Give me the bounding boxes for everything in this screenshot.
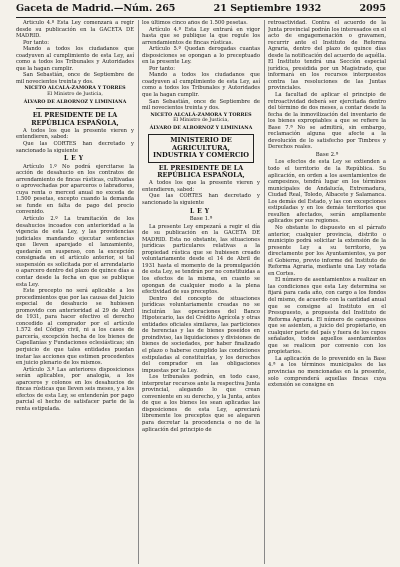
- paragraph: La presente Ley empezará a regir el día de su publicación en la GACETA DE MADRID. Esta no obstante, las situaciones jurídicas particulares relativas a la propiedad rústica que se hubiesen creado voluntariamente desde el 14 de Abril de 1931 hasta el momento de la promulgación de esta Ley, se tendrán por no constituidas a los efectos de la misma, en cuanto se opongan de cualquier modo a la plena efectividad de sus preceptos.: [142, 223, 260, 296]
- gazette-title: Gaceta de Madrid.—Núm. 265: [16, 3, 176, 14]
- base-heading: Base 1.ª: [189, 216, 213, 223]
- paragraph: No obstante lo dispuesto en el párrafo anterior, cualquier provincia, distrito o municipio podrá solicitar la extensión de la presente Ley a su territorio, ya directamente por los Ayuntamientos, ya por el Gobierno, previo informe del Instituto de Reforma Agraria, mediante una Ley votada en Cortes.: [268, 224, 386, 277]
- paragraph: A todos los que la presente vieren y entendieren, sabed:: [142, 180, 260, 193]
- paragraph: Que las CORTES han decretado y sancionado la siguiente: [142, 193, 260, 206]
- paragraph: Artículo 5.º Quedan derogadas cuantas disposiciones se opongan a lo preceptuado en la presente Ley.: [142, 46, 260, 66]
- section-heading: EL PRESIDENTE DE LA REPÚBLICA ESPAÑOLA,: [157, 163, 245, 179]
- column-3: [268, 20, 386, 564]
- column-2: [142, 20, 260, 564]
- paragraph: La facultad de aplicar el principio de retroactividad deberá ser ejercitada dentro del término de dos meses, a contar desde la fecha de la inmovilización del inventario de los bienes expropiables a que se refiere la Base 7.ª No se admitirá, sin embargo, reclamación alguna que afecte a la devolución de lo satisfecho por Timbres y Derechos reales.: [268, 92, 386, 151]
- paragraph: Los tribunales podrán, en todo caso, interpretar recursos ante la respectiva Junta provincial, alegando lo que crean conveniente en su derecho, y la Junta, antes de que a los bienes les sean aplicadas las disposiciones de esta Ley, apreciará libremente los preceptos que se alegaren para decretar la procedencia o no de la aplicación del principio de: [142, 374, 260, 433]
- paragraph: Los efectos de esta Ley se extienden a todo el territorio de la República. Su aplicación, en orden a los asentamientos de campesinos, tendrá lugar en los términos municipales de Andalucía, Extremadura, Ciudad Real, Toledo, Albacete y Salamanca. Los demás del Estado, y las con excepciones estipuladas y en los demás territorios que resulten afectados, serán ampliamente aplicados por sus regiones.: [268, 159, 386, 225]
- law-heading: LEY: [189, 207, 213, 215]
- paragraph: La aplicación de lo prevenido en la Base 4.ª a los términos municipales de las provincias no mencionadas en la presente, solo comprenderá aquellas fincas cuya extensión se consigne en: [268, 355, 386, 389]
- signature-minister-title: El Ministro de Justicia,: [47, 92, 103, 98]
- signature-minister: ÁLVARO DE ALBORNOZ Y LIMINIANA: [149, 124, 253, 131]
- column-1: [16, 20, 134, 564]
- paragraph: A todos los que la presente vieren y entendieren, sabed:: [16, 127, 134, 141]
- gazette-date: 21 Septiembre 1932: [213, 3, 322, 14]
- section-divider: [36, 108, 114, 109]
- paragraph: Dentro del concepto de situaciones jurídicas voluntariamente creadas no se incluirán las operaciones del Banco Hipotecario, las del Crédito Agrícola y otras entidades oficiales similares, las particiones de herencias y las de bienes poseídos en proindiviso, las liquidaciones y divisiones de bienes de sociedades, por haber finalizado el plazo o haberse cumplido las condiciones estipuladas al constituirlas, y los derechos del comprador en las obligaciones impuestas por la Ley.: [142, 295, 260, 374]
- column-divider-1: [138, 20, 139, 564]
- header-rule: [16, 17, 386, 18]
- base-heading: Base 2.ª: [315, 151, 339, 158]
- paragraph: Artículo 1.º No podrá ejercitarse la acción de desahucio en los contratos de arrendamiento de fincas rústicas, cultivadas o aprovechadas por aparceros o labradores, cuya renta o merced anual no exceda de 1.500 pesetas, excepto cuando la demanda se funde en falta de pago del precio convenido.: [16, 163, 134, 216]
- paragraph: Por tanto:: [23, 39, 50, 46]
- section-heading: EL PRESIDENTE DE LA REPÚBLICA ESPAÑOLA,: [31, 111, 119, 127]
- paragraph: Que las CORTES han decretado y sancionado la siguiente: [16, 141, 134, 154]
- paragraph: San Sebastián, once de Septiembre de mil novecientos treinta y dos.: [16, 72, 134, 85]
- paragraph: Este precepto no será aplicable a los procedimientos que por las causas del Juicio especial de desahucio se hubiesen promovido con anterioridad al 29 de Abril de 1931, para hacer efectivo el derecho concedido al comprador por el artículo 1.572 del Código civil, ni a los casos de parcería, excepción hecha de los bienes de Capellanías y Fundaciones eclesiásticas; sin perjuicio de que tales entidades puedan instar las acciones que estimen procedentes en juicio plenario de los mismos.: [16, 288, 134, 367]
- signature-president: NICETO ALCALÁ-ZAMORA Y TORRES: [150, 111, 252, 118]
- paragraph: Artículo 4.º Esta Ley entrará en vigor hasta que se publique la que regule los arrendamientos de fincas rústicas.: [142, 26, 260, 46]
- paragraph: Artículo 3.º Las anteriores disposiciones serán aplicables, por analogía, a los aparceros y colonos en los desahucios de fincas rústicas que lleven seis meses, y a los efectos de esta Ley, se entenderán por pago parcial el hecho de satisfacer parte de la renta estipulada.: [16, 366, 134, 412]
- paragraph: los últimos cinco años de 1.500 pesetas.: [142, 20, 248, 26]
- signature-minister-title: El Ministro de Justicia,: [173, 118, 229, 124]
- paragraph: Mando a todos los ciudadanos que coadyuven al cumplimiento de esta Ley, así como a todos los Tribunales y Autoridades que la hagan cumplir.: [142, 72, 260, 99]
- law-heading: LEY: [63, 155, 87, 163]
- signature-president: NICETO ALCALÁ-ZAMORA Y TORRES: [24, 85, 126, 92]
- paragraph: retroactividad. Contra el acuerdo de la Junta provincial podrán los interesados en el acto de engagemenación o gravamen, recurrir ante el Instituto de Reforma Agraria, dentro del plazo de quince días desde la notificación del acuerdo de aquélla. El Instituto tendrá una Sección especial jurídica, presidida por un Magistrado, que informará en los recursos interpuestos contra las resoluciones de las Juntas provinciales.: [268, 20, 386, 92]
- paragraph: Mando a todos los ciudadanos que coadyuven al cumplimiento de esta Ley, así como a todos los Tribunales y Autoridades que la hagan cumplir.: [16, 46, 134, 72]
- paragraph: Artículo 2.º La tramitación de los desahucios incoados con anterioridad a la vigencia de esta Ley, y las providencias judiciales mandando ejecutar sentencias que lleven aparejado el lanzamiento, quedarán en suspenso, con la excepción consignada en el artículo anterior, si tal suspensión es solicitada por el arrendatario o aparcero dentro del plazo de quince días a contar desde la fecha en que se publique esta Ley.: [16, 216, 134, 288]
- ministry-heading: MINISTERIO DE AGRICULTURA, INDUSTRIA Y COMERCIO: [148, 134, 254, 162]
- column-divider-2: [264, 20, 265, 564]
- paragraph: Por tanto:: [149, 65, 176, 72]
- paragraph: Artículo 4.º Esta Ley comenzará a regir desde su publicación en la GACETA DE MADRID.: [16, 20, 134, 40]
- paragraph: El número de asentamientos a realizar en las condiciones que esta Ley determina se fijará para cada año, con cargo a los fondos del mismo, de acuerdo con la cantidad anual que se consigne al Instituto en el Presupuesto, a propuesta del Instituto de Reforma Agraria. El número de campesinos que se asienten, a juicio del propietario, en cualquier parte del país y fuera de los cupos señalados, todos aquellos asentamientos que se realicen por convenio con los propietarios.: [268, 277, 386, 356]
- page-number: 2095: [359, 3, 386, 14]
- paragraph: San Sebastián, once de Septiembre de mil novecientos treinta y dos.: [142, 98, 260, 112]
- signature-minister: ÁLVARO DE ALBORNOZ Y LIMINIANA: [23, 98, 127, 105]
- gazette-header: [16, 3, 386, 15]
